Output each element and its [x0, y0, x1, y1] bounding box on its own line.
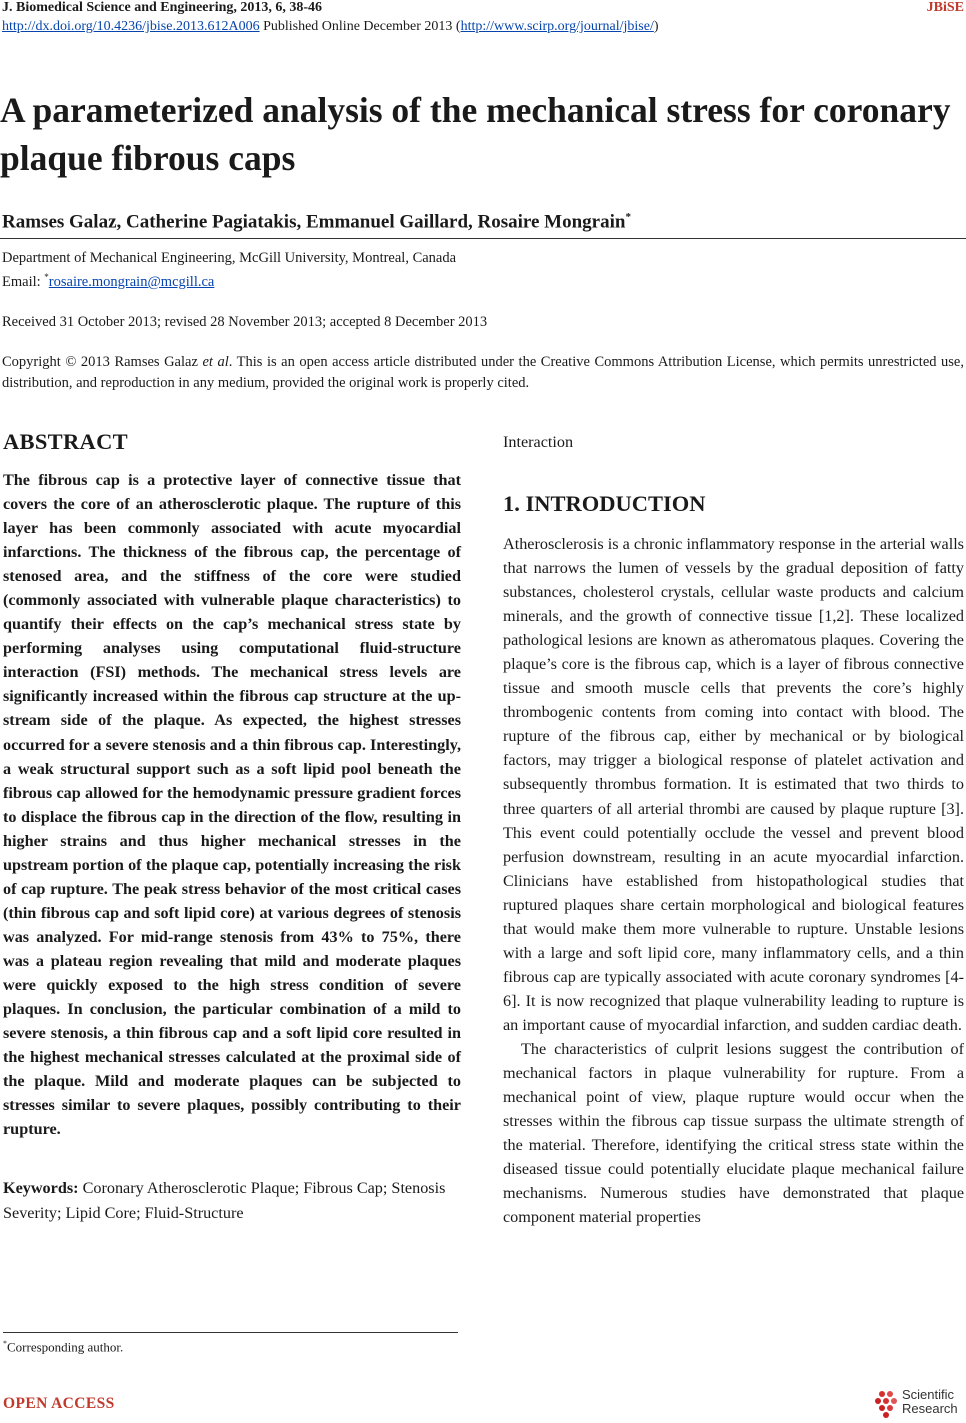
author-list [2, 211, 631, 233]
close-paren: ) [653, 19, 659, 34]
copyright-notice [2, 352, 964, 394]
logo-text [902, 1388, 958, 1416]
footnote-divider [3, 1332, 458, 1333]
journal-citation: J. Biomedical Science and Engineering, 2013, 6, 38-46 [2, 0, 323, 15]
corresponding-mark: * [625, 211, 631, 223]
footnote-mark: * [3, 1339, 7, 1348]
paper-title: A parameterized analysis of the mechanical stress for coronary plaque fibrous caps [0, 90, 951, 178]
introduction-paragraph-1: Atherosclerosis is a chronic inflammatory response in the arterial walls that narrows the lumen of vessels by the gradual deposition of fatty substances, cholesterol crystals, cellular waste products and calcium minerals, and the growth of connective tissue [1,2]. These localized pathological lesions are known as atheromatous plaques. Covering the plaque’s core is the fibrous cap, which is a layer of fibrous connective tissue and smooth muscle cells that prevents the core’s highly thrombogenic contents from coming into contact with blood. The rupture of the fibrous cap, either by mechanical or by biological factors, may trigger a biological response of platelet activation and subsequently thrombus formation. It is estimated that two thirds to three quarters of all arterial thrombi are caused by plaque rupture [3]. This event could potentially occlude the vessel and prevent blood perfusion downstream, resulting in an acute myocardial infarction. Clinicians have established from histopathological studies that ruptured plaques share certain morphological and biological features that would make them more vulnerable to rupture. Unstable lesions with a large and soft lipid core, many inflammatory cells, and a thin fibrous cap are typically associated with acute coronary syndromes [4-6]. It is now recognized that plaque vulnerability leading to rupture is an important cause of myocardial infarction, and sudden cardiac death. [503, 535, 964, 1034]
keywords [3, 1176, 461, 1225]
open-access-label: OPEN ACCESS [3, 1395, 115, 1412]
publication-line [2, 19, 659, 35]
logo-line-2: Research [902, 1401, 958, 1416]
abstract-heading: ABSTRACT [3, 429, 128, 454]
email-label: Email: [2, 273, 45, 290]
introduction-heading: 1. INTRODUCTION [503, 491, 706, 516]
author-names: Ramses Galaz, Catherine Pagiatakis, Emmanuel Gaillard, Rosaire Mongrain [2, 211, 626, 233]
keywords-label: Keywords: [3, 1179, 79, 1198]
footnote [3, 1339, 123, 1355]
affiliation: Department of Mechanical Engineering, McGill University, Montreal, Canada [2, 250, 457, 266]
abstract-body: The fibrous cap is a protective layer of connective tissue that covers the core of an atherosclerotic plaque. The rupture of this layer has been commonly associated with acute myocardial infarctions. The thickness of the fibrous cap, the percentage of stenosed area, and the stiffness of the core were studied (commonly associated with vulnerable plaque characteristics) to quantify their effects on the cap’s mechanical stress state by performing analyses using computational fluid-structure interaction (FSI) methods. The mechanical stress levels are significantly increased within the fibrous cap structure at the upstream side of the plaque. As expected, the highest stresses occurred for a severe stenosis and a thin fibrous cap. Interestingly, a weak structural support such as a soft lipid pool beneath the fibrous cap allowed for the hemodynamic pressure gradient forces to displace the fibrous cap in the direction of the flow, resulting in higher strains and thus higher mechanical stresses in the upstream portion of the plaque cap, potentially increasing the risk of cap rupture. The peak stress behavior of the most critical cases (thin fibrous cap and soft lipid core) at various degrees of stenosis was analyzed. For mid-range stenosis from 43% to 75%, there was a plateau region revealing that mild and moderate plaques were quickly exposed to the high stress condition of severe plaques. In conclusion, the particular combination of a mild to severe stenosis, a thin fibrous cap and a soft lipid core resulted in the highest mechanical stresses calculated at the proximal side of the plaque. Mild and moderate plaques can be subjected to stresses similar to severe plaques, possibly contributing to their rupture. [3, 471, 461, 1139]
logo-line-1: Scientific [902, 1387, 955, 1402]
copyright-part2: . This is an open access article distributed under the Creative Commons Attribution License, which permits unrestricted use, distribution, and reproduction in any medium, provided the original work is properly cited. [2, 354, 964, 391]
journal-brand: JBiSE [926, 0, 964, 15]
right-column [503, 430, 964, 1229]
scientific-research-logo-icon [874, 1388, 900, 1420]
email-link[interactable]: rosaire.mongrain@mcgill.ca [48, 273, 215, 290]
keywords-continuation: Interaction [503, 433, 574, 451]
introduction-paragraph-2: The characteristics of culprit lesions suggest the contribution of mechanical factors in plaque vulnerability for rupture. From a mechanical point of view, plaque rupture would occur when the stresses within the fibrous cap tissue surpass the ultimate strength of the material. Therefore, identifying the critical stress state within the diseased tissue could potentially elucidate plaque mechanical failure mechanisms. Numerous studies have demonstrated that plaque component material properties [503, 1039, 964, 1227]
copyright-etal: et al [202, 354, 229, 370]
published-text: Published Online December 2013 ( [259, 19, 461, 34]
email-mark: * [44, 272, 49, 282]
footnote-text: Corresponding author. [7, 1339, 124, 1355]
journal-link[interactable]: http://www.scirp.org/journal/jbise/ [460, 19, 654, 34]
left-column [3, 428, 461, 1225]
publisher-logo [874, 1388, 964, 1420]
copyright-part1: Copyright © 2013 Ramses Galaz [2, 354, 203, 370]
received-dates: Received 31 October 2013; revised 28 November 2013; accepted 8 December 2013 [2, 314, 488, 330]
email-line [2, 272, 214, 291]
title-divider [0, 238, 966, 239]
keywords-text: Coronary Atherosclerotic Plaque; Fibrous Cap; Stenosis Severity; Lipid Core; Fluid-Structure [3, 1179, 446, 1222]
doi-link[interactable]: http://dx.doi.org/10.4236/jbise.2013.612A006 [2, 19, 260, 34]
